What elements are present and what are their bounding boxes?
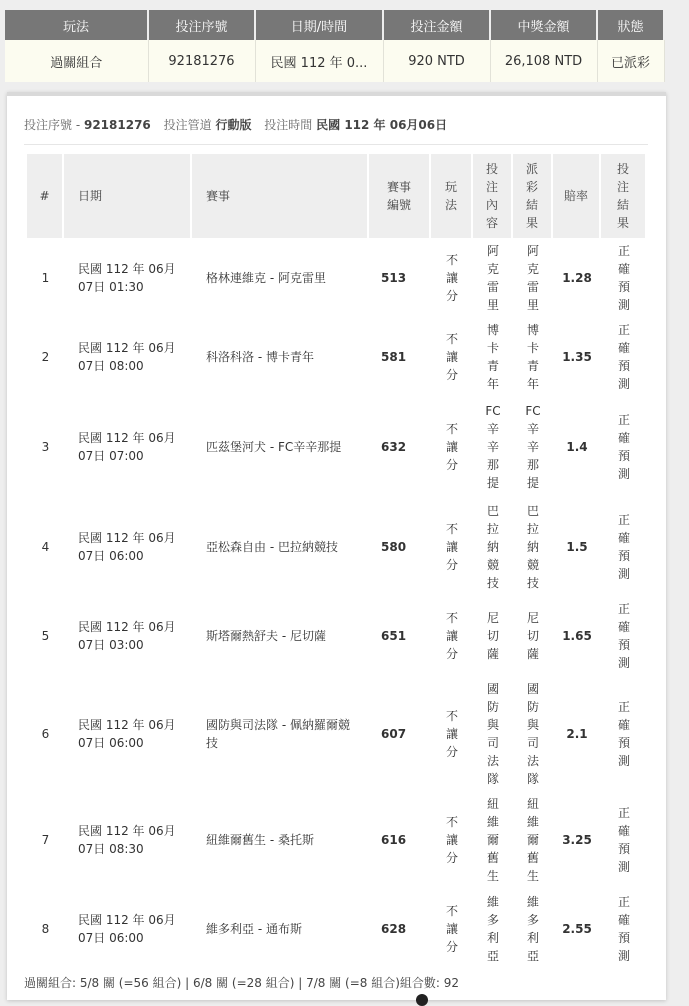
row-play: 不讓分 xyxy=(445,904,458,954)
summary-status: 已派彩 xyxy=(597,40,664,82)
col-result: 派彩結果 xyxy=(513,154,553,238)
row-match: 匹茲堡河犬 - FC辛辛那提 xyxy=(206,440,342,454)
col-play: 玩法 xyxy=(431,154,473,238)
row-date: 民國 112 年 06月 07日 06:00 xyxy=(78,913,176,945)
row-odds: 1.5 xyxy=(566,539,588,554)
col-odds: 賠率 xyxy=(553,154,601,238)
row-content: 阿克雷里 xyxy=(486,243,499,312)
bet-info-line xyxy=(24,116,648,145)
row-code: 581 xyxy=(381,350,407,364)
row-outcome: 正確預測 xyxy=(617,895,630,963)
row-code: 513 xyxy=(381,270,407,285)
row-code: 632 xyxy=(381,440,407,454)
row-match: 斯塔爾熱舒夫 - 尼切薩 xyxy=(206,629,326,643)
row-play: 不讓分 xyxy=(445,521,458,572)
row-index: 6 xyxy=(41,726,50,741)
combination-summary: 過關組合: 5/8 關 (=56 組合) | 6/8 關 (=28 組合) | 7/8 關 (=8 組合)組合數: 92 xyxy=(24,976,460,990)
row-odds: 1.4 xyxy=(566,440,588,454)
channel-value: 行動版 xyxy=(215,118,252,132)
row-outcome: 正確預測 xyxy=(617,806,630,874)
table-row xyxy=(27,791,647,889)
row-date: 民國 112 年 06月 07日 01:30 xyxy=(78,261,176,294)
header-win-amount: 中獎金額 xyxy=(490,10,597,40)
row-code: 580 xyxy=(381,539,407,554)
summary-row[interactable] xyxy=(5,40,664,82)
row-date: 民國 112 年 06月 07日 06:00 xyxy=(78,717,176,750)
table-row xyxy=(27,676,647,791)
row-index: 2 xyxy=(41,350,50,364)
header-bet-amount: 投注金額 xyxy=(383,10,490,40)
row-content: 紐維爾舊生 xyxy=(486,797,499,883)
row-outcome: 正確預測 xyxy=(617,512,630,581)
col-outcome: 投注結果 xyxy=(601,154,647,238)
col-index: # xyxy=(27,154,64,238)
row-odds: 1.28 xyxy=(562,270,592,285)
row-play: 不讓分 xyxy=(445,422,458,472)
row-index: 5 xyxy=(41,629,50,643)
row-content: FC辛辛那提 xyxy=(485,404,501,490)
table-row xyxy=(27,889,647,969)
row-odds: 1.35 xyxy=(562,350,592,364)
row-result: 阿克雷里 xyxy=(526,243,539,312)
bet-detail-table xyxy=(27,154,647,969)
row-outcome: 正確預測 xyxy=(617,413,630,481)
row-play: 不讓分 xyxy=(445,815,458,865)
row-odds: 2.55 xyxy=(562,922,592,936)
row-code: 628 xyxy=(381,922,407,936)
col-code: 賽事編號 xyxy=(369,154,431,238)
row-index: 3 xyxy=(41,440,50,454)
summary-play: 過關組合 xyxy=(5,40,148,82)
header-serial: 投注序號 xyxy=(148,10,255,40)
summary-win-amount: 26,108 NTD xyxy=(490,40,597,82)
row-result: 維多利亞 xyxy=(526,895,539,963)
row-date: 民國 112 年 06月 07日 03:00 xyxy=(78,620,176,652)
summary-header-row xyxy=(5,10,664,40)
row-odds: 2.1 xyxy=(566,726,588,741)
row-match: 國防與司法隊 - 佩納羅爾競技 xyxy=(206,717,350,750)
row-content: 巴拉納競技 xyxy=(486,503,499,590)
detail-header-row xyxy=(27,154,647,238)
row-match: 亞松森自由 - 巴拉納競技 xyxy=(206,539,338,554)
row-index: 1 xyxy=(41,270,50,285)
row-match: 維多利亞 - 通布斯 xyxy=(206,922,302,936)
row-odds: 1.65 xyxy=(562,629,592,643)
row-play: 不讓分 xyxy=(445,611,458,661)
row-index: 7 xyxy=(41,833,50,847)
table-row xyxy=(27,238,647,317)
summary-serial: 92181276 xyxy=(148,40,255,82)
serial-value: 92181276 xyxy=(83,118,151,132)
channel-label: 投注管道 xyxy=(163,118,212,132)
row-match: 科洛科洛 - 博卡青年 xyxy=(206,350,314,364)
serial-label: 投注序號 - xyxy=(24,118,81,132)
scroll-handle[interactable] xyxy=(416,994,428,1006)
summary-datetime: 民國 112 年 0... xyxy=(255,40,383,82)
row-outcome: 正確預測 xyxy=(617,699,630,768)
row-content: 國防與司法隊 xyxy=(486,681,499,786)
header-status: 狀態 xyxy=(597,10,664,40)
row-play: 不讓分 xyxy=(445,252,458,303)
row-odds: 3.25 xyxy=(562,833,592,847)
row-index: 8 xyxy=(41,922,50,936)
row-date: 民國 112 年 06月 07日 07:00 xyxy=(78,431,176,463)
row-code: 616 xyxy=(381,833,407,847)
row-play: 不讓分 xyxy=(445,708,458,759)
time-value: 民國 112 年 06月06日 xyxy=(316,118,448,132)
row-outcome: 正確預測 xyxy=(617,323,630,391)
header-datetime: 日期/時間 xyxy=(255,10,383,40)
row-match: 紐維爾舊生 - 桑托斯 xyxy=(206,833,314,847)
table-row xyxy=(27,497,647,596)
row-date: 民國 112 年 06月 07日 08:30 xyxy=(78,824,176,856)
row-result: 國防與司法隊 xyxy=(526,681,539,786)
table-row xyxy=(27,596,647,676)
row-result: 尼切薩 xyxy=(526,611,539,661)
row-result: 博卡青年 xyxy=(526,323,539,391)
row-date: 民國 112 年 06月 07日 08:00 xyxy=(78,341,176,373)
row-content: 尼切薩 xyxy=(486,611,499,661)
row-code: 651 xyxy=(381,629,407,643)
row-index: 4 xyxy=(41,539,50,554)
row-play: 不讓分 xyxy=(445,332,458,382)
row-date: 民國 112 年 06月 07日 06:00 xyxy=(78,530,176,563)
summary-bet-amount: 920 NTD xyxy=(383,40,490,82)
header-play: 玩法 xyxy=(5,10,148,40)
bet-detail-panel xyxy=(7,92,666,1000)
row-content: 博卡青年 xyxy=(486,323,499,391)
table-row xyxy=(27,397,647,497)
row-match: 格林連維克 - 阿克雷里 xyxy=(206,270,326,285)
row-result: 紐維爾舊生 xyxy=(526,797,539,883)
row-outcome: 正確預測 xyxy=(617,243,630,312)
row-result: FC辛辛那提 xyxy=(525,404,541,490)
row-result: 巴拉納競技 xyxy=(526,503,539,590)
row-outcome: 正確預測 xyxy=(617,602,630,670)
col-date: 日期 xyxy=(64,154,192,238)
col-content: 投注內容 xyxy=(473,154,513,238)
table-row xyxy=(27,317,647,397)
row-content: 維多利亞 xyxy=(486,895,499,963)
row-code: 607 xyxy=(381,726,407,741)
time-label: 投注時間 xyxy=(264,118,313,132)
bet-summary-table xyxy=(5,10,665,82)
col-match: 賽事 xyxy=(192,154,369,238)
